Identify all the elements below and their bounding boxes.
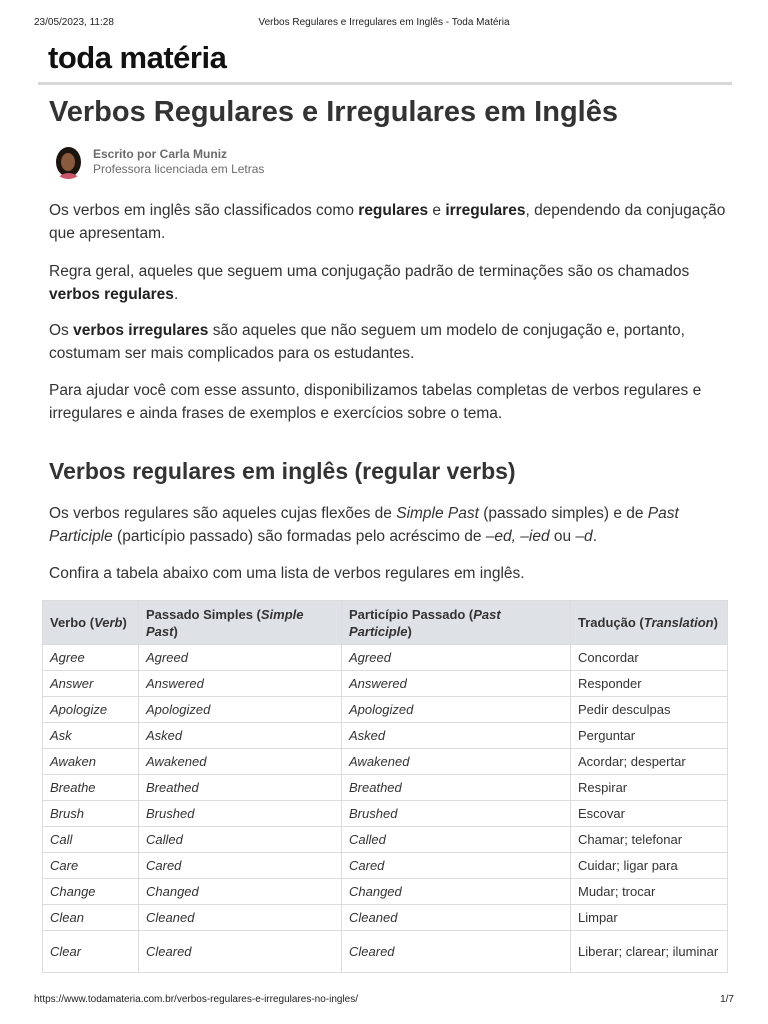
past-participle-cell: Cleared	[342, 931, 571, 973]
verb-cell: Answer	[43, 671, 139, 697]
simple-past-cell: Called	[139, 827, 342, 853]
table-row	[43, 775, 728, 801]
intro-paragraph: Para ajudar você com esse assunto, disponibilizamos tabelas completas de verbos regulares e irregulares e ainda frases de exemplos e exercícios sobre o tema.	[49, 382, 702, 422]
verb-cell: Awaken	[43, 749, 139, 775]
print-footer	[34, 994, 734, 1008]
page-number: 1/7	[720, 994, 734, 1005]
verb-cell: Clean	[43, 905, 139, 931]
past-participle-cell: Answered	[342, 671, 571, 697]
translation-cell: Chamar; telefonar	[571, 827, 728, 853]
column-header-past-participle: Particípio Passado (Past Participle)	[342, 601, 571, 645]
table-body	[43, 645, 728, 973]
past-participle-cell: Cared	[342, 853, 571, 879]
verb-cell: Breathe	[43, 775, 139, 801]
print-date: 23/05/2023, 11:28	[34, 17, 114, 28]
column-header-translation: Tradução (Translation)	[571, 601, 728, 645]
column-header-verb: Verbo (Verb)	[43, 601, 139, 645]
table-row	[43, 671, 728, 697]
table-row	[43, 827, 728, 853]
translation-cell: Pedir desculpas	[571, 697, 728, 723]
simple-past-cell: Cleared	[139, 931, 342, 973]
verb-cell: Care	[43, 853, 139, 879]
translation-cell: Mudar; trocar	[571, 879, 728, 905]
translation-cell: Respirar	[571, 775, 728, 801]
header-divider	[38, 82, 732, 85]
print-page-title: Verbos Regulares e Irregulares em Inglês - Toda Matéria	[258, 17, 510, 28]
table-row	[43, 931, 728, 973]
past-participle-cell: Awakened	[342, 749, 571, 775]
table-row	[43, 801, 728, 827]
table-header-row	[43, 601, 728, 645]
past-participle-cell: Changed	[342, 879, 571, 905]
simple-past-cell: Answered	[139, 671, 342, 697]
translation-cell: Responder	[571, 671, 728, 697]
page-title: Verbos Regulares e Irregulares em Inglês	[49, 96, 618, 128]
translation-cell: Perguntar	[571, 723, 728, 749]
table-row	[43, 723, 728, 749]
print-header	[34, 17, 734, 31]
table-row	[43, 645, 728, 671]
verb-cell: Brush	[43, 801, 139, 827]
translation-cell: Limpar	[571, 905, 728, 931]
print-url[interactable]: https://www.todamateria.com.br/verbos-regulares-e-irregulares-no-ingles/	[34, 994, 359, 1005]
simple-past-cell: Brushed	[139, 801, 342, 827]
translation-cell: Liberar; clarear; iluminar	[571, 931, 728, 973]
simple-past-cell: Apologized	[139, 697, 342, 723]
past-participle-cell: Brushed	[342, 801, 571, 827]
author-name[interactable]: Escrito por Carla Muniz	[93, 147, 228, 161]
simple-past-cell: Asked	[139, 723, 342, 749]
verb-cell: Call	[43, 827, 139, 853]
past-participle-cell: Asked	[342, 723, 571, 749]
table-row	[43, 749, 728, 775]
verb-cell: Change	[43, 879, 139, 905]
translation-cell: Acordar; despertar	[571, 749, 728, 775]
simple-past-cell: Awakened	[139, 749, 342, 775]
intro-paragraph: Os verbos em inglês são classificados como regulares e irregulares, dependendo da conjugação que apresentam.	[49, 202, 726, 242]
site-logo[interactable]: toda matéria	[48, 40, 227, 75]
verb-cell: Ask	[43, 723, 139, 749]
author-avatar	[52, 146, 85, 179]
author-role: Professora licenciada em Letras	[93, 162, 265, 176]
simple-past-cell: Changed	[139, 879, 342, 905]
verb-cell: Apologize	[43, 697, 139, 723]
table-row	[43, 853, 728, 879]
simple-past-cell: Cleaned	[139, 905, 342, 931]
section-title: Verbos regulares em inglês (regular verbs)	[49, 458, 516, 484]
table-row	[43, 905, 728, 931]
past-participle-cell: Called	[342, 827, 571, 853]
past-participle-cell: Cleaned	[342, 905, 571, 931]
intro-paragraph: Os verbos irregulares são aqueles que não seguem um modelo de conjugação e, portanto, costumam ser mais complicados para os estudantes.	[49, 322, 685, 362]
section-paragraph: Os verbos regulares são aqueles cujas flexões de Simple Past (passado simples) e de Past Participle (particípio passado) são formadas pelo acréscimo de –ed, –ied ou –d.	[49, 505, 679, 545]
simple-past-cell: Breathed	[139, 775, 342, 801]
column-header-simple-past: Passado Simples (Simple Past)	[139, 601, 342, 645]
simple-past-cell: Cared	[139, 853, 342, 879]
intro-paragraph: Regra geral, aqueles que seguem uma conjugação padrão de terminações são os chamados verbos regulares.	[49, 263, 690, 303]
past-participle-cell: Apologized	[342, 697, 571, 723]
simple-past-cell: Agreed	[139, 645, 342, 671]
regular-verbs-table	[42, 600, 728, 973]
translation-cell: Concordar	[571, 645, 728, 671]
table-row	[43, 879, 728, 905]
table-row	[43, 697, 728, 723]
translation-cell: Escovar	[571, 801, 728, 827]
verb-cell: Agree	[43, 645, 139, 671]
past-participle-cell: Agreed	[342, 645, 571, 671]
past-participle-cell: Breathed	[342, 775, 571, 801]
section-paragraph: Confira a tabela abaixo com uma lista de verbos regulares em inglês.	[49, 565, 525, 582]
translation-cell: Cuidar; ligar para	[571, 853, 728, 879]
verb-cell: Clear	[43, 931, 139, 973]
